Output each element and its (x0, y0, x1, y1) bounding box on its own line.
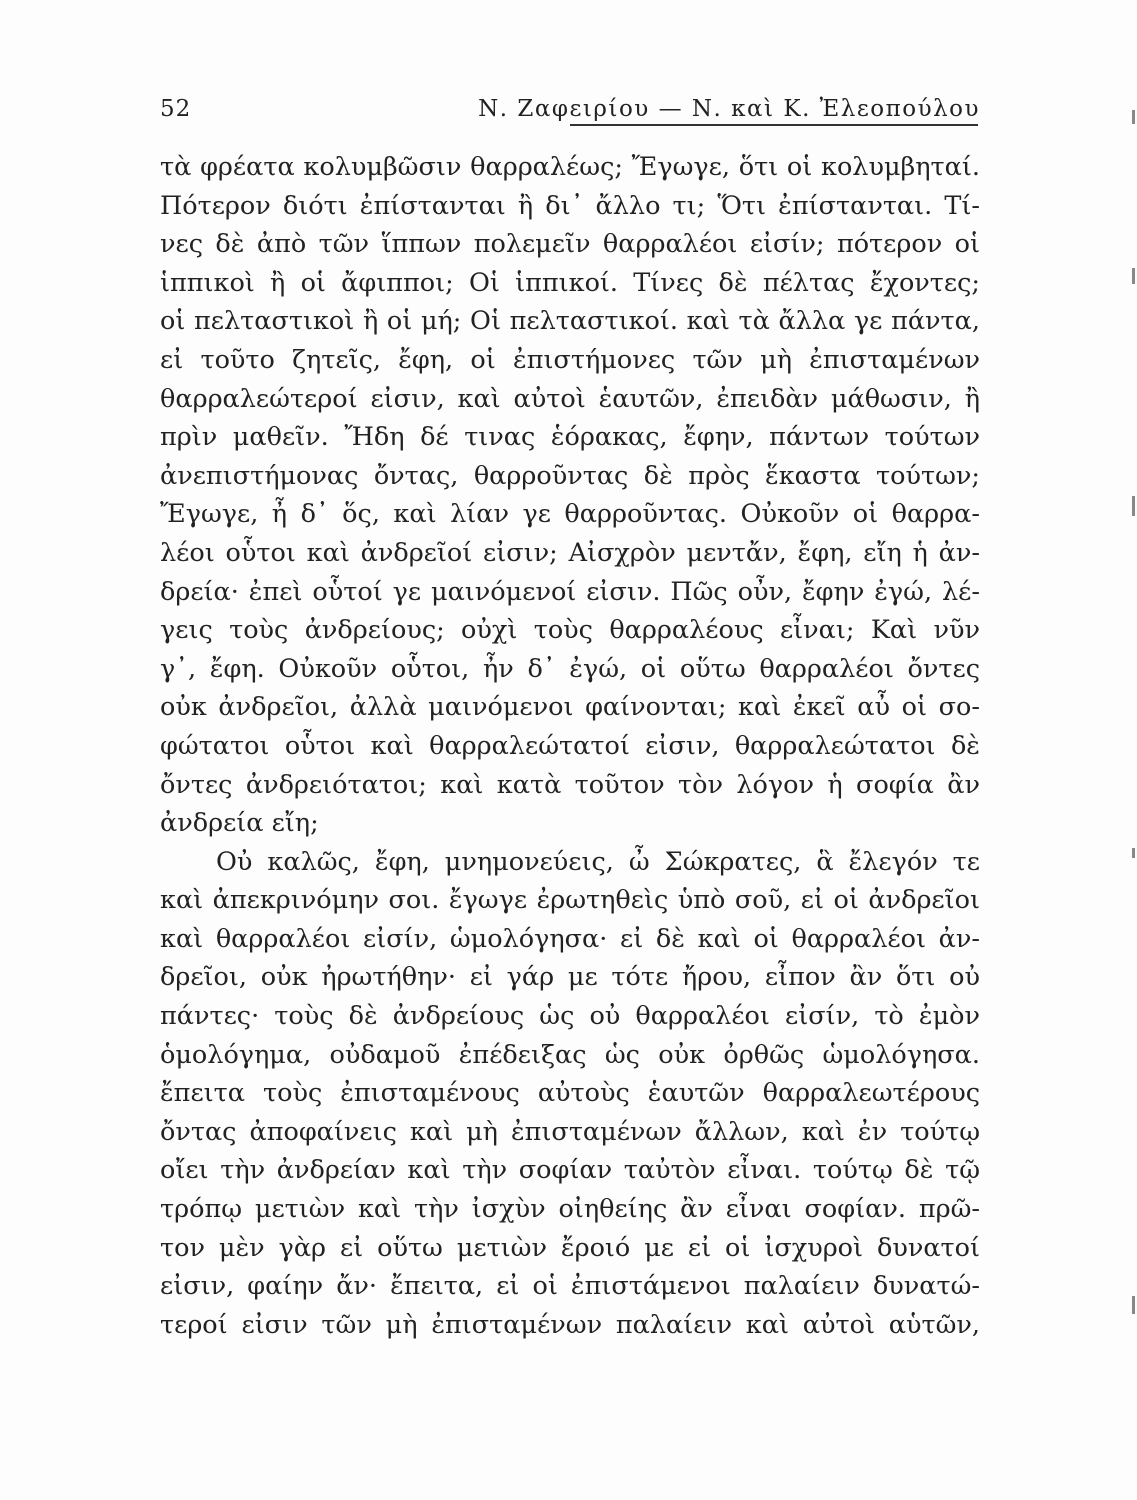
text-line: τὰ φρέατα κολυμβῶσιν θαρραλέως; Ἔγωγε, ὅτι οἱ κολυμβηταί. (160, 152, 980, 182)
header-rule (570, 124, 978, 126)
text-line: ὁμολόγημα, οὐδαμοῦ ἐπέδειξας ὡς οὐκ ὀρθῶς ὡμολόγησα. (160, 1039, 980, 1070)
text-line: τον μὲν γὰρ εἰ οὕτω μετιὼν ἔροιό με εἰ οἱ ἰσχυροὶ δυνατοί (160, 1232, 980, 1263)
text-line: ὄντες ἀνδρειότατοι; καὶ κατὰ τοῦτον τὸν λόγον ἡ σοφία ἂν (160, 769, 980, 800)
text-line: Πότερον διότι ἐπίστανται ἢ δι᾽ ἄλλο τι; Ὅτι ἐπίστανται. Τί- (160, 190, 980, 221)
text-line: εἰσιν, φαίην ἄν· ἔπειτα, εἰ οἱ ἐπιστάμενοι παλαίειν δυνατώ- (160, 1271, 980, 1302)
scan-margin-mark (1132, 848, 1135, 858)
text-line: καὶ θαρραλέοι εἰσίν, ὡμολόγησα· εἰ δὲ καὶ οἱ θαρραλέοι ἀν- (160, 923, 980, 954)
text-line: ἔπειτα τοὺς ἐπισταμένους αὐτοὺς ἑαυτῶν θαρραλεωτέρους (160, 1078, 980, 1109)
text-line: φώτατοι οὗτοι καὶ θαρραλεώτατοί εἰσιν, θαρραλεώτατοι δὲ (160, 730, 980, 761)
text-line: ἀνεπιστήμονας ὄντας, θαρροῦντας δὲ πρὸς ἕκαστα τούτων; (160, 460, 980, 491)
text-line: γ᾽, ἔφη. Οὐκοῦν οὗτοι, ἦν δ᾽ ἐγώ, οἱ οὕτω θαρραλέοι ὄντες (160, 653, 980, 684)
scan-margin-mark (1132, 268, 1135, 284)
text-line: Ἔγωγε, ἦ δ᾽ ὅς, καὶ λίαν γε θαρροῦντας. Οὐκοῦν οἱ θαρρα- (160, 499, 980, 530)
text-line: καὶ ἀπεκρινόμην σοι. ἔγωγε ἐρωτηθεὶς ὑπὸ σοῦ, εἰ οἱ ἀνδρεῖοι (160, 885, 980, 916)
text-line: θαρραλεώτεροί εἰσιν, καὶ αὐτοὶ ἑαυτῶν, ἐπειδὰν μάθωσιν, ἢ (160, 383, 980, 414)
text-line: οἱ πελταστικοὶ ἢ οἱ μή; Οἱ πελταστικοί. καὶ τὰ ἄλλα γε πάντα, (160, 306, 980, 337)
text-line: γεις τοὺς ἀνδρείους; οὐχὶ τοὺς θαρραλέους εἶναι; Καὶ νῦν (160, 615, 980, 646)
text-line: τρόπῳ μετιὼν καὶ τὴν ἰσχὺν οἰηθείης ἂν εἶναι σοφίαν. πρῶ- (160, 1194, 980, 1225)
text-line: ὄντας ἀποφαίνεις καὶ μὴ ἐπισταμένων ἄλλων, καὶ ἐν τούτῳ (160, 1116, 980, 1147)
text-line: πάντες· τοὺς δὲ ἀνδρείους ὡς οὐ θαρραλέοι εἰσίν, τὸ ἐμὸν (160, 1001, 980, 1032)
scan-margin-mark (1132, 110, 1135, 124)
text-line: δρεία· ἐπεὶ οὗτοί γε μαινόμενοί εἰσιν. Πῶς οὖν, ἔφην ἐγώ, λέ- (160, 576, 980, 607)
text-line: δρεῖοι, οὐκ ἠρωτήθην· εἰ γάρ με τότε ἤρου, εἶπον ἂν ὅτι οὐ (160, 962, 980, 993)
running-title: Ν. Ζαφειρίου — Ν. καὶ Κ. Ἐλεοπούλου (478, 96, 980, 122)
text-line: ἀνδρεία εἴη; (160, 808, 319, 839)
page-number: 52 (160, 96, 192, 122)
text-line: νες δὲ ἀπὸ τῶν ἵππων πολεμεῖν θαρραλέοι εἰσίν; πότερον οἱ (160, 229, 980, 260)
scan-margin-mark (1132, 496, 1135, 516)
scan-margin-mark (1132, 1296, 1135, 1314)
page-header (160, 92, 980, 126)
text-line: ἱππικοὶ ἢ οἱ ἄφιπποι; Οἱ ἱππικοί. Τίνες δὲ πέλτας ἔχοντες; (160, 267, 980, 298)
text-line: οἴει τὴν ἀνδρείαν καὶ τὴν σοφίαν ταὐτὸν εἶναι. τούτῳ δὲ τῷ (160, 1155, 980, 1186)
text-line: τεροί εἰσιν τῶν μὴ ἐπισταμένων παλαίειν καὶ αὐτοὶ αὑτῶν, (160, 1309, 980, 1340)
text-line: οὐκ ἀνδρεῖοι, ἀλλὰ μαινόμενοι φαίνονται; καὶ ἐκεῖ αὖ οἱ σο- (160, 692, 980, 723)
paragraph-first-line: Οὐ καλῶς, ἔφη, μνημονεύεις, ὦ Σώκρατες, ἃ ἔλεγόν τε (216, 846, 980, 877)
text-line: πρὶν μαθεῖν. Ἤδη δέ τινας ἑόρακας, ἔφην, πάντων τούτων (160, 422, 980, 453)
body-text (160, 148, 980, 1344)
text-line: λέοι οὗτοι καὶ ἀνδρεῖοί εἰσιν; Αἰσχρὸν μεντἄν, ἔφη, εἴη ἡ ἀν- (160, 537, 980, 568)
text-line: εἰ τοῦτο ζητεῖς, ἔφη, οἱ ἐπιστήμονες τῶν μὴ ἐπισταμένων (160, 344, 980, 375)
